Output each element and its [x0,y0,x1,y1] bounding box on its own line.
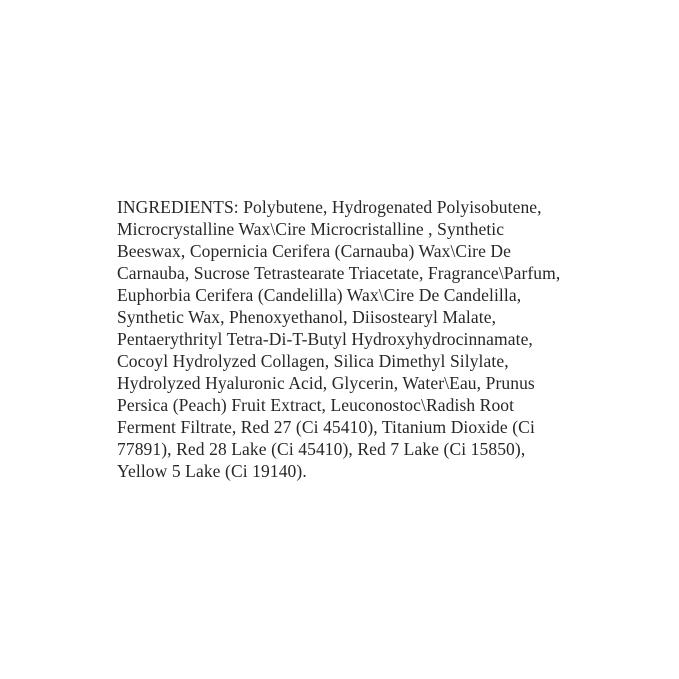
ingredients-line: INGREDIENTS: Polybutene, Hydrogenated Polyisobutene, [117,197,542,217]
ingredients-line: Synthetic Wax, Phenoxyethanol, Diisostearyl Malate, [117,307,497,327]
ingredients-line: Ferment Filtrate, Red 27 (Ci 45410), Titanium Dioxide (Ci [117,417,535,437]
ingredients-text-block [117,196,597,482]
ingredients-line: Persica (Peach) Fruit Extract, Leuconostoc\Radish Root [117,395,515,415]
ingredients-line: Yellow 5 Lake (Ci 19140). [117,461,307,481]
ingredients-line: Hydrolyzed Hyaluronic Acid, Glycerin, Water\Eau, Prunus [117,373,535,393]
ingredients-line: 77891), Red 28 Lake (Ci 45410), Red 7 Lake (Ci 15850), [117,439,526,459]
ingredients-line: Cocoyl Hydrolyzed Collagen, Silica Dimethyl Silylate, [117,351,509,371]
ingredients-line: Carnauba, Sucrose Tetrastearate Triacetate, Fragrance\Parfum, [117,263,561,283]
ingredients-line: Euphorbia Cerifera (Candelilla) Wax\Cire De Candelilla, [117,285,522,305]
ingredients-line: Beeswax, Copernicia Cerifera (Carnauba) Wax\Cire De [117,241,512,261]
ingredients-line: Microcrystalline Wax\Cire Microcristalline , Synthetic [117,219,505,239]
ingredients-line: Pentaerythrityl Tetra-Di-T-Butyl Hydroxyhydrocinnamate, [117,329,533,349]
